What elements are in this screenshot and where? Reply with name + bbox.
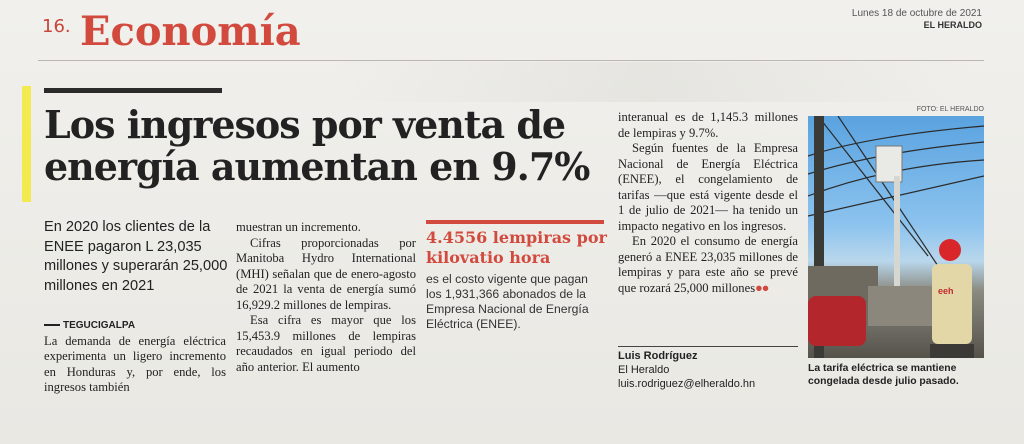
newspaper-name: EL HERALDO (923, 20, 982, 30)
page-number: 16. (42, 16, 71, 37)
column-2-paragraph-3: Esa cifra es mayor que los 15,453.9 millones de lempiras recaudados en igual periodo del año anterior. El aumento (236, 313, 416, 374)
column-2-paragraph-1: muestran un incremento. (236, 220, 361, 234)
photo-illustration (808, 116, 984, 358)
dateline-text: TEGUCIGALPA (63, 320, 136, 331)
article-photo (808, 116, 984, 358)
byline-email: luis.rodriguez@elheraldo.hn (618, 378, 756, 390)
building-icon (868, 286, 938, 326)
byline-name: Luis Rodríguez (618, 350, 698, 362)
dateline-bar (44, 324, 60, 326)
photo-caption: La tarifa eléctrica se mantiene congelada desde julio pasado. (808, 363, 959, 387)
hard-hat-icon (939, 239, 961, 261)
pull-quote-text: es el costo vigente que pagan los 1,931,366 abonados de la Empresa Nacional de Energía Eléctrica (ENEE). (426, 272, 589, 331)
column-2-paragraph-2: Cifras proporcionadas por Manitoba Hydro International (MHI) señalan que de enero-agosto de 2021 la venta de energía sumó 16,929.2 millones de lempiras. (236, 235, 416, 312)
byline-rule (618, 346, 798, 347)
column-3-paragraph-1: interanual es de 1,145.3 millones de lempiras y 9.7%. (618, 110, 798, 140)
end-mark-icon: ●● (755, 280, 769, 295)
article-column-2 (236, 220, 416, 375)
headline (44, 104, 604, 188)
red-car-icon (808, 296, 866, 346)
column-3-paragraph-3-text: En 2020 el consumo de energía generó a ENEE 23,035 millones de lempiras y para este año se prevé que rozará 25,000 millones (618, 234, 798, 295)
lift-arm-icon (894, 176, 900, 296)
column-3-paragraph-2: Según fuentes de la Empresa Nacional de Energía Eléctrica (ENEE), el congelamiento de tarifas —que está vigente desde el 1 de julio de 2021— ha tenido un impacto negativo en los ingresos. (618, 141, 798, 233)
column-3-paragraph-3 (618, 234, 798, 296)
header-rule (38, 60, 984, 61)
pull-quote-bar (426, 220, 604, 224)
headline-line-1: Los ingresos por venta de (44, 102, 566, 147)
highlighter-mark (22, 86, 31, 202)
worker-legs-icon (930, 344, 974, 358)
bleed-through-band (330, 62, 970, 102)
article-column-1 (44, 318, 226, 396)
headline-rule (44, 88, 222, 93)
section-title: Economía (80, 8, 301, 55)
headline-line-2: energía aumentan en 9.7% (44, 144, 590, 189)
pull-quote-title: 4.4556 lempiras por kilovatio hora (426, 228, 607, 267)
worker-vest-icon (932, 264, 972, 344)
article-column-3 (618, 110, 798, 296)
issue-date: Lunes 18 de octubre de 2021 (851, 8, 982, 19)
subheadline: En 2020 los clientes de la ENEE pagaron L 23,035 millones y superarán 25,000 millones en 2021 (44, 219, 228, 294)
dateline (44, 318, 226, 334)
photo-credit: FOTO: EL HERALDO (916, 106, 984, 113)
vest-logo: eeh (938, 286, 954, 296)
column-1-paragraph: La demanda de energía eléctrica experimenta un ligero incremento en Honduras y, por ende, los ingresos también (44, 333, 226, 394)
byline-org: El Heraldo (618, 364, 670, 376)
